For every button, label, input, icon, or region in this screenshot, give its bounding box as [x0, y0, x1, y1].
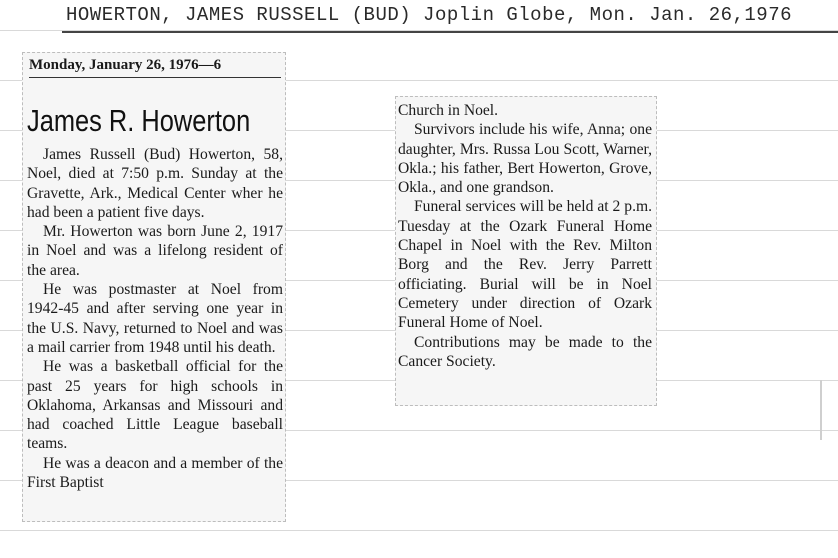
obituary-title: James R. Howerton [27, 103, 251, 138]
paragraph: He was a deacon and a member of the First Baptist [27, 454, 283, 492]
card-header: HOWERTON, JAMES RUSSELL (BUD) Joplin Globe, Mon. Jan. 26,1976 [66, 4, 793, 26]
paragraph: James Russell (Bud) Howerton, 58, Noel, died at 7:50 p.m. Sunday at the Gravette, Ark., Medical Center wher he had been a patient five days. [27, 146, 283, 221]
paragraph: Church in Noel. [398, 102, 499, 119]
paragraph: Mr. Howerton was born June 2, 1917 in Noel and was a lifelong resident of the area. [27, 223, 283, 279]
clipping-column-2 [395, 96, 657, 406]
edge-mark [820, 380, 822, 440]
paragraph: Survivors include his wife, Anna; one daughter, Mrs. Russa Lou Scott, Warner, Okla.; his father, Bert Howerton, Grove, Okla., and one grandson. [398, 121, 652, 197]
header-underline [62, 31, 838, 33]
paragraph: Funeral services will be held at 2 p.m. Tuesday at the Ozark Funeral Home Chapel in Noel with the Rev. Milton Borg and the Rev. Jerry Parrett officiating. Burial will be in Noel Cemetery under direction of Ozark Funeral Home of Noel. [398, 198, 652, 332]
paragraph: He was a basketball official for the past 25 years for high schools in Oklahoma, Arkansas and Missouri and had coached Little League baseball teams. [27, 358, 283, 453]
column-1-text [27, 145, 283, 492]
dateline: Monday, January 26, 1976—6 [29, 57, 281, 78]
paragraph: He was postmaster at Noel from 1942-45 and after serving one year in the U.S. Navy, returned to Noel and was a mail carrier from 1948 until his death. [27, 281, 283, 356]
paragraph: Contributions may be made to the Cancer Society. [398, 333, 652, 370]
card-rule [0, 530, 838, 531]
column-2-text [398, 101, 652, 371]
clipping-column-1 [22, 52, 286, 522]
